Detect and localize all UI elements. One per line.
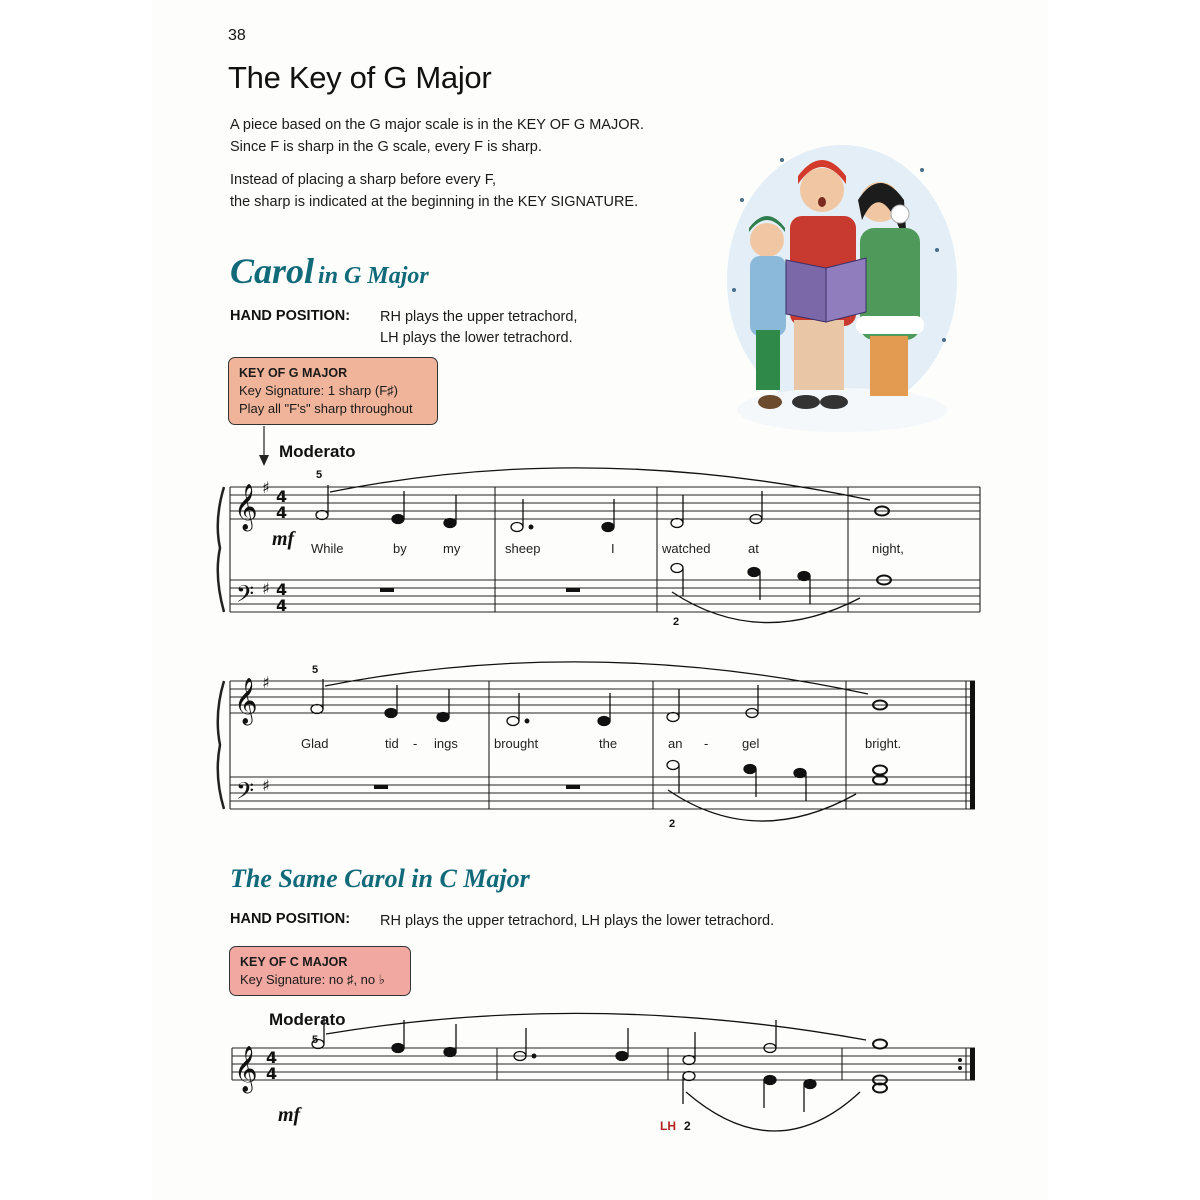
hand-position-line-2: LH plays the lower tetrachord. [380, 330, 573, 346]
sharp-icon: ♯ [262, 478, 270, 497]
treble-staff-3 [232, 1048, 975, 1080]
intro-line-4: the sharp is indicated at the beginning in the KEY SIGNATURE. [230, 194, 639, 210]
bass-clef-icon: 𝄢 [236, 777, 255, 810]
lyric-word: While [311, 541, 344, 556]
slur [326, 1013, 866, 1040]
lyric-hyphen: - [413, 736, 418, 751]
rest-icon [374, 785, 388, 789]
lyric-word: sheep [505, 541, 541, 556]
finger-number-lh-1: 2 [673, 616, 680, 628]
lyric-hyphen: - [704, 736, 709, 751]
lyric-word: gel [742, 736, 760, 751]
treble-staff-1 [230, 487, 980, 519]
lyric-word: bright. [865, 736, 902, 751]
note-icon [316, 511, 328, 520]
page-title: The Key of G Major [228, 60, 492, 95]
time-signature-bottom: 4 [276, 503, 288, 522]
note-icon [616, 1052, 628, 1061]
rest-icon [566, 588, 580, 592]
system-3 [232, 1048, 975, 1080]
time-signature-bottom: 4 [266, 1064, 278, 1083]
note-icon [671, 519, 683, 528]
final-barline [970, 681, 975, 809]
bass-clef-icon: 𝄢 [236, 580, 255, 613]
key-arrow-head [259, 455, 269, 466]
intro-line-2: Since F is sharp in the G scale, every F is sharp. [230, 139, 542, 155]
note-icon [311, 705, 323, 714]
lyric-word: my [443, 541, 461, 556]
note-icon [385, 709, 397, 718]
key-box-line-1: Key Signature: 1 sharp (F♯) [239, 383, 398, 398]
dynamic-mf-1: mf [272, 528, 295, 550]
hand-position-label-2: HAND POSITION: [230, 911, 351, 927]
key-box-line-2: Play all "F's" sharp throughout [239, 401, 413, 416]
note-icon [667, 761, 679, 770]
note-icon [794, 769, 806, 778]
sharp-icon: ♯ [262, 579, 270, 598]
lyric-word: the [599, 736, 618, 751]
note-icon [444, 519, 456, 528]
note-icon [511, 523, 523, 532]
note-icon [671, 564, 683, 573]
time-signature-bottom: 4 [276, 596, 288, 615]
key-box-heading: KEY OF G MAJOR [239, 366, 348, 380]
note-icon [598, 717, 610, 726]
bass-staff-2 [230, 777, 975, 809]
lyric-word: tid [385, 736, 399, 751]
note-icon [392, 1044, 404, 1053]
carol-title-rest: in G Major [318, 263, 429, 289]
lyric-word: Glad [301, 736, 329, 751]
note-icon [507, 717, 519, 726]
same-carol-title: The Same Carol in C Major [230, 864, 530, 893]
treble-notes-2 [311, 679, 887, 726]
note-icon [392, 515, 404, 524]
note-icon [748, 568, 760, 577]
note-icon [873, 1040, 887, 1049]
time-signature-top: 4 [276, 487, 288, 506]
treble-staff-2 [230, 681, 975, 713]
note-icon [804, 1080, 816, 1089]
time-signature-top: 4 [266, 1048, 278, 1067]
key-box-line-1: Key Signature: no ♯, no ♭ [240, 972, 385, 987]
sharp-icon: ♯ [262, 776, 270, 795]
page-number: 38 [228, 27, 246, 44]
note-icon [444, 1048, 456, 1057]
brace-2 [218, 681, 224, 809]
tempo-marking-2: Moderato [269, 1010, 346, 1029]
repeat-dot [958, 1066, 962, 1070]
lyric-word: I [611, 541, 615, 556]
rest-icon [380, 588, 394, 592]
lyric-word: night, [872, 541, 904, 556]
sharp-icon: ♯ [262, 673, 270, 692]
key-c-major-box [229, 946, 411, 996]
dynamic-mf-2: mf [278, 1104, 301, 1126]
lh-label: LH [660, 1119, 676, 1133]
treble-clef-icon: 𝄞 [234, 1046, 258, 1092]
lyric-word: at [748, 541, 759, 556]
brace-1 [218, 487, 224, 612]
time-signature-top: 4 [276, 580, 288, 599]
lyric-word: an [668, 736, 683, 751]
slur [672, 592, 860, 623]
bass-staff-1 [230, 580, 980, 612]
note-icon [683, 1056, 695, 1065]
note-icon [667, 713, 679, 722]
finger-number-rh-1: 5 [316, 469, 323, 481]
note-icon [683, 1072, 695, 1081]
hand-position-line-1: RH plays the upper tetrachord, [380, 309, 578, 325]
tempo-marking-1: Moderato [279, 442, 356, 461]
hand-position-label: HAND POSITION: [230, 308, 351, 324]
treble-clef-icon: 𝄞 [234, 484, 258, 530]
finger-number-lh-3: 2 [684, 1119, 691, 1133]
slur [668, 790, 856, 821]
note-icon [437, 713, 449, 722]
key-box-heading: KEY OF C MAJOR [240, 955, 348, 969]
repeat-dot [958, 1058, 962, 1062]
lyric-word: ings [434, 736, 458, 751]
carol-title-main: Carol [230, 251, 315, 291]
note-icon [744, 765, 756, 774]
lyric-word: watched [662, 541, 711, 556]
hand-position-text-2: RH plays the upper tetrachord, LH plays the lower tetrachord. [380, 913, 775, 929]
finger-number-lh-2: 2 [669, 818, 676, 830]
intro-line-1: A piece based on the G major scale is in the KEY OF G MAJOR. [230, 117, 644, 133]
treble-clef-icon: 𝄞 [234, 678, 258, 724]
note-icon [873, 766, 887, 775]
note-icon [602, 523, 614, 532]
finger-number-rh-2: 5 [312, 664, 319, 676]
bass-notes-1 [671, 564, 891, 605]
note-icon [764, 1076, 776, 1085]
lyric-word: by [393, 541, 407, 556]
final-barline [970, 1048, 975, 1080]
intro-line-3: Instead of placing a sharp before every F, [230, 172, 496, 188]
note-icon [798, 572, 810, 581]
treble-notes-1 [316, 485, 889, 532]
lyric-word: brought [494, 736, 539, 751]
finger-number-rh-3: 5 [312, 1034, 319, 1046]
slur [686, 1092, 860, 1131]
rest-icon [566, 785, 580, 789]
